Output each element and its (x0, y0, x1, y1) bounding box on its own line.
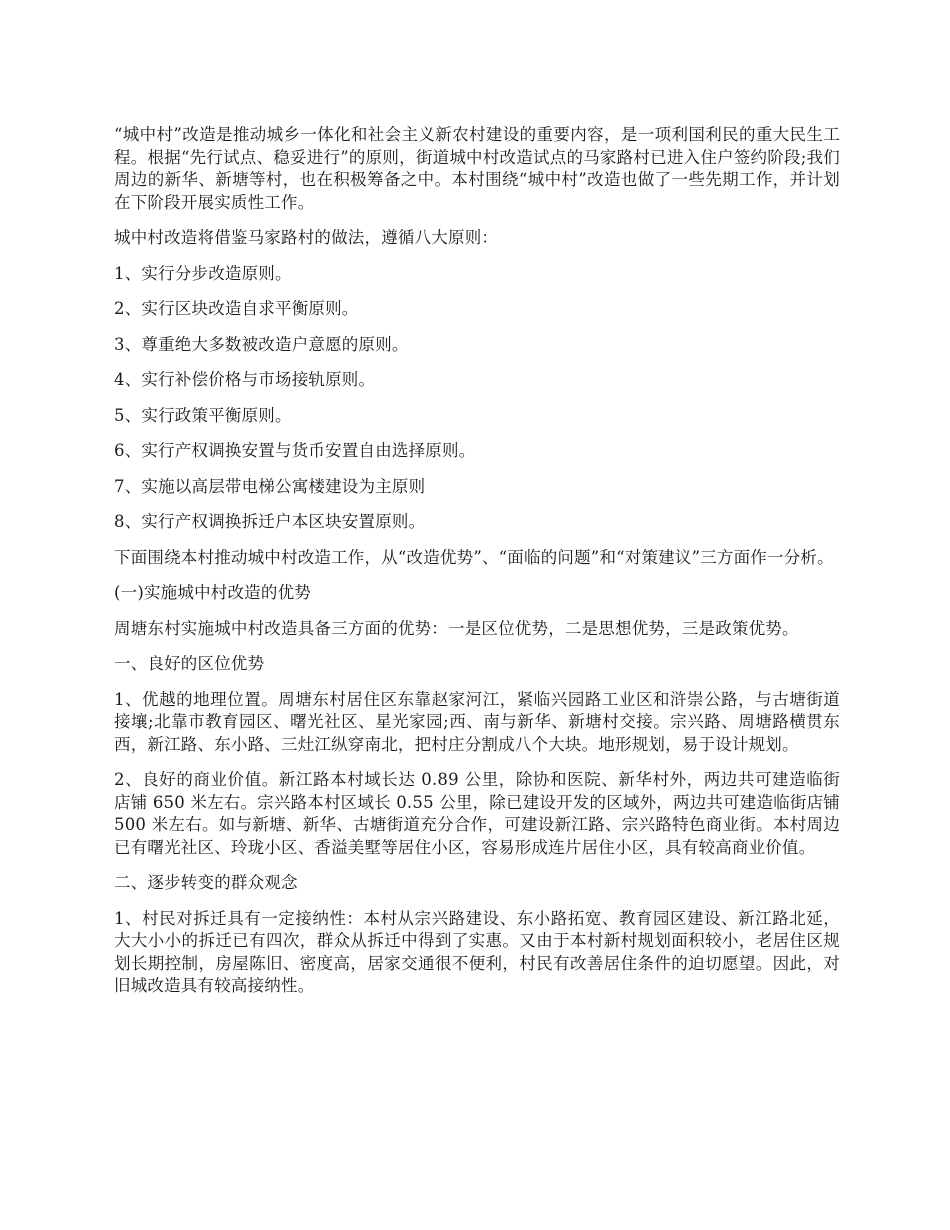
subheading-public-attitude: 二、逐步转变的群众观念 (114, 873, 298, 892)
subheading-location: 一、良好的区位优势 (114, 654, 265, 673)
paragraph-intro: “城中村”改造是推动城乡一体化和社会主义新农村建设的重要内容，是一项利国利民的重大民生工程。根据“先行试点、稳妥进行”的原则，街道城中村改造试点的马家路村已进入住户签约阶段;我们周边的新华、新塘等村，也在积极筹备之中。本村围绕“城中村”改造也做了一些先期工作，并计划在下阶段开展实质性工作。 (114, 125, 840, 212)
paragraph-geography: 1、优越的地理位置。周塘东村居住区东靠赵家河江，紧临兴园路工业区和浒崇公路，与古塘街道接壤;北靠市教育园区、曙光社区、星光家园;西、南与新华、新塘村交接。宗兴路、周塘路横贯东西，新江路、东小路、三灶江纵穿南北，把村庄分割成八个大块。地形规划，易于设计规划。 (114, 689, 840, 754)
principle-item-8: 8、实行产权调换拆迁户本区块安置原则。 (114, 512, 426, 531)
paragraph-advantages-summary: 周塘东村实施城中村改造具备三方面的优势：一是区位优势，二是思想优势，三是政策优势。 (114, 618, 799, 638)
principle-item-6: 6、实行产权调换安置与货币安置自由选择原则。 (114, 441, 476, 460)
paragraph-analysis-lead: 下面围绕本村推动城中村改造工作，从“改造优势”、“面临的问题”和“对策建议”三方面作一分析。 (114, 547, 834, 567)
principle-item-4: 4、实行补偿价格与市场接轨原则。 (114, 370, 376, 389)
principle-item-3: 3、尊重绝大多数被改造户意愿的原则。 (114, 334, 409, 354)
section-heading-advantages: (一)实施城中村改造的优势 (114, 583, 311, 602)
document-body (114, 124, 840, 1011)
paragraph-principles-lead: 城中村改造将借鉴马家路村的做法，遵循八大原则： (114, 228, 499, 247)
principle-item-5: 5、实行政策平衡原则。 (114, 405, 292, 425)
principle-item-7: 7、实施以高层带电梯公寓楼建设为主原则 (114, 476, 426, 496)
principle-item-1: 1、实行分步改造原则。 (114, 263, 292, 283)
paragraph-acceptance: 1、村民对拆迁具有一定接纳性：本村从宗兴路建设、东小路拓宽、教育园区建设、新江路北延，大大小小的拆迁已有四次，群众从拆迁中得到了实惠。又由于本村新村规划面积较小，老居住区规划长期控制，房屋陈旧、密度高，居家交通很不便利，村民有改善居住条件的迫切愿望。因此，对旧城改造具有较高接纳性。 (114, 908, 840, 995)
paragraph-commercial-value: 2、良好的商业价值。新江路本村域长达 0.89 公里，除协和医院、新华村外，两边共可建造临街店铺 650 米左右。宗兴路本村区域长 0.55 公里，除已建设开发的区域外，两边共可建造临街店铺 500 米左右。如与新塘、新华、古塘街道充分合作，可建设新江路、宗兴路特色商业街。本村周边已有曙光社区、玲珑小区、香溢美墅等居住小区，容易形成连片居住小区，具有较高商业价值。 (114, 770, 841, 857)
principle-item-2: 2、实行区块改造自求平衡原则。 (114, 299, 359, 318)
